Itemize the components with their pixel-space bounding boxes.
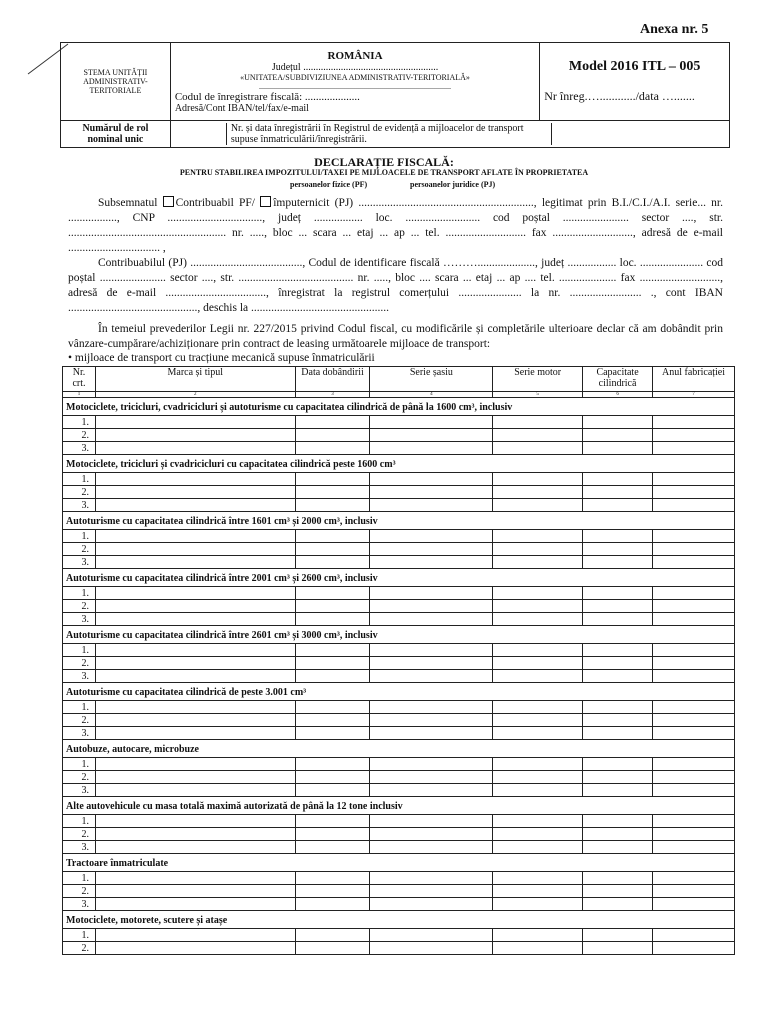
input-cell[interactable] [653,885,735,898]
input-cell[interactable] [653,486,735,499]
input-cell[interactable] [370,784,493,797]
input-cell[interactable] [583,784,653,797]
category-heading: Autoturisme cu capacitatea cilindrică între 2001 cm³ și 2600 cm³, inclusiv [63,569,735,587]
cod-fiscal: Codul de înregistrare fiscală: .................... [174,90,360,103]
input-cell[interactable] [653,898,735,911]
input-cell[interactable] [295,701,370,714]
input-cell[interactable] [370,587,493,600]
declaration-subtitle: PENTRU STABILIREA IMPOZITULUI/TAXEI PE MIJLOACELE DE TRANSPORT AFLATE ÎN PROPRIETATEA [179,168,589,177]
column-number: 6 [583,392,653,398]
column-number: 7 [653,392,735,398]
input-cell[interactable] [95,644,295,657]
input-cell[interactable] [95,556,295,569]
input-cell[interactable] [653,771,735,784]
input-cell[interactable] [95,701,295,714]
table-row [63,929,735,942]
country: ROMÂNIA [327,49,383,62]
input-cell[interactable] [370,872,493,885]
table-row [63,556,735,569]
dots-line: ................................................................................................ [259,81,452,91]
row-number: 1. [63,701,96,714]
input-cell[interactable] [370,701,493,714]
registru-text: Nr. și data înregistrării în Registrul de evidență a mijloacelor de transport supuse înmatriculării/înregistrării. [231,123,552,145]
input-cell[interactable] [493,670,583,683]
input-cell[interactable] [653,556,735,569]
annex-number: Anexa nr. 5 [640,22,709,37]
input-cell[interactable] [95,442,295,455]
input-cell[interactable] [493,701,583,714]
input-cell[interactable] [653,543,735,556]
column-number: 2 [95,392,295,398]
input-cell[interactable] [370,929,493,942]
input-cell[interactable] [583,644,653,657]
input-cell[interactable] [493,543,583,556]
pf-label: persoanelor fizice (PF) [290,180,368,189]
input-cell[interactable] [583,929,653,942]
input-cell[interactable] [295,898,370,911]
table-row [63,530,735,543]
input-cell[interactable] [95,543,295,556]
input-cell[interactable] [95,587,295,600]
row-number: 1. [63,473,96,486]
category-heading: Alte autovehicule cu masa totală maximă autorizată de până la 12 tone inclusiv [63,797,735,815]
input-cell[interactable] [653,784,735,797]
model-label: Model 2016 ITL – 005 [568,59,701,74]
checkbox-imputernicit[interactable] [260,196,271,207]
input-cell[interactable] [370,727,493,740]
input-cell[interactable] [583,727,653,740]
input-cell[interactable] [295,942,370,955]
row-number: 1. [63,530,96,543]
registru-cell [170,121,729,148]
input-cell[interactable] [370,613,493,626]
input-cell[interactable] [653,841,735,854]
input-cell[interactable] [583,771,653,784]
input-cell[interactable] [653,701,735,714]
table-row [63,872,735,885]
category-heading: Tractoare înmatriculate [63,854,735,872]
column-header: Data dobândirii [295,367,370,392]
input-cell[interactable] [653,670,735,683]
table-row [63,416,735,429]
input-cell[interactable] [493,587,583,600]
input-cell[interactable] [493,600,583,613]
row-number: 2. [63,543,96,556]
input-cell[interactable] [370,841,493,854]
model-cell [540,43,730,121]
input-cell[interactable] [653,644,735,657]
pj-label: persoanelor juridice (PJ) [410,180,496,189]
input-cell[interactable] [493,486,583,499]
input-cell[interactable] [295,556,370,569]
input-cell[interactable] [295,784,370,797]
input-cell[interactable] [653,942,735,955]
input-cell[interactable] [653,872,735,885]
input-cell[interactable] [370,600,493,613]
vehicles-table [62,366,735,955]
input-cell[interactable] [95,429,295,442]
input-cell[interactable] [370,486,493,499]
input-cell[interactable] [583,556,653,569]
table-row [63,670,735,683]
row-number: 3. [63,841,96,854]
header-table [60,42,730,148]
input-cell[interactable] [493,942,583,955]
column-header: Nr. crt. [63,367,96,392]
row-number: 3. [63,784,96,797]
column-number: 5 [493,392,583,398]
table-row [63,784,735,797]
input-cell[interactable] [583,416,653,429]
row-number: 2. [63,828,96,841]
p1-text-b: Contribuabil PF/ [175,197,261,209]
table-row [63,543,735,556]
column-header: Capacitate cilindrică [583,367,653,392]
input-cell[interactable] [295,929,370,942]
category-heading: Autobuze, autocare, microbuze [63,740,735,758]
input-cell[interactable] [653,429,735,442]
table-row [63,613,735,626]
input-cell[interactable] [653,758,735,771]
table-row [63,758,735,771]
input-cell[interactable] [95,885,295,898]
input-cell[interactable] [295,429,370,442]
input-cell[interactable] [370,543,493,556]
input-cell[interactable] [295,486,370,499]
row-number: 3. [63,556,96,569]
authority-cell [170,43,539,121]
input-cell[interactable] [493,442,583,455]
input-cell[interactable] [653,587,735,600]
input-cell[interactable] [95,613,295,626]
input-cell[interactable] [295,670,370,683]
table-row [63,442,735,455]
input-cell[interactable] [370,885,493,898]
input-cell[interactable] [370,416,493,429]
paragraph-subsemnatul [68,196,723,256]
row-number: 1. [63,872,96,885]
input-cell[interactable] [653,929,735,942]
category-heading: Motociclete, tricicluri și cvadricicluri cu capacitatea cilindrică peste 1600 cm³ [63,455,735,473]
input-cell[interactable] [95,473,295,486]
category-heading: Autoturisme cu capacitatea cilindrică între 2601 cm³ și 3000 cm³, inclusiv [63,626,735,644]
input-cell[interactable] [583,657,653,670]
input-cell[interactable] [653,416,735,429]
input-cell[interactable] [370,771,493,784]
input-cell[interactable] [493,657,583,670]
row-number: 2. [63,771,96,784]
input-cell[interactable] [493,473,583,486]
input-cell[interactable] [295,587,370,600]
p1-text-c: împuternicit (PJ) ............................................................., legitimat prin B.I./C.I./A.I. serie... nr. ................., CNP ................................., județ ................. loc. .......................... cod poștal ....................... sector ...., str. ....................................................... nr. ....., bloc ... scara ... etaj ... ap ... tel. ............................ fax ............................, adresă de e-mail ................................ , [68,197,723,254]
input-cell[interactable] [583,600,653,613]
input-cell[interactable] [583,942,653,955]
bullet-line: • mijloace de transport cu tracțiune mecanică supuse înmatriculării [68,352,375,364]
table-row [63,644,735,657]
input-cell[interactable] [493,771,583,784]
column-header: Serie motor [493,367,583,392]
table-row [63,499,735,512]
input-cell[interactable] [295,714,370,727]
nr-rol-label: Numărul de rol nominal unic [61,121,171,148]
input-cell[interactable] [295,499,370,512]
paragraph-contribuabil-pj: Contribuabilul (PJ) ......................................., Codul de identificare fiscală ………...................., județ ................. loc. ...................... cod poștal ....................... sector ...., str. ........................................ nr. ....., bloc .... scara ... etaj ... ap .... tel. .................... fax ............................, adresă de e-mail ..................................., înregistrat la registrul comerțului ...................... la nr. ......................... ., cont IBAN ............................................., deschis la ................................................ [68,257,723,314]
input-cell[interactable] [95,942,295,955]
input-cell[interactable] [95,530,295,543]
input-cell[interactable] [370,442,493,455]
row-number: 1. [63,929,96,942]
input-cell[interactable] [583,530,653,543]
input-cell[interactable] [583,841,653,854]
column-header: Marca și tipul [95,367,295,392]
input-cell[interactable] [583,898,653,911]
table-row [63,828,735,841]
input-cell[interactable] [653,714,735,727]
input-cell[interactable] [493,429,583,442]
input-cell[interactable] [95,929,295,942]
table-row [63,841,735,854]
input-cell[interactable] [653,657,735,670]
input-cell[interactable] [653,727,735,740]
input-cell[interactable] [370,714,493,727]
input-cell[interactable] [95,416,295,429]
category-heading: Autoturisme cu capacitatea cilindrică între 1601 cm³ și 2000 cm³, inclusiv [63,512,735,530]
table-row [63,815,735,828]
input-cell[interactable] [370,898,493,911]
input-cell[interactable] [583,828,653,841]
input-cell[interactable] [95,872,295,885]
input-cell[interactable] [295,758,370,771]
input-cell[interactable] [493,530,583,543]
checkbox-pf[interactable] [163,196,174,207]
input-cell[interactable] [295,600,370,613]
input-cell[interactable] [295,828,370,841]
table-row [63,885,735,898]
input-cell[interactable] [583,714,653,727]
input-cell[interactable] [370,657,493,670]
input-cell[interactable] [95,657,295,670]
input-cell[interactable] [295,815,370,828]
input-cell[interactable] [95,784,295,797]
table-row [63,771,735,784]
input-cell[interactable] [493,784,583,797]
table-row [63,429,735,442]
input-cell[interactable] [370,499,493,512]
input-cell[interactable] [370,815,493,828]
input-cell[interactable] [370,942,493,955]
row-number: 3. [63,442,96,455]
column-number: 1 [63,392,96,398]
input-cell[interactable] [493,499,583,512]
table-row [63,587,735,600]
input-cell[interactable] [583,670,653,683]
input-cell[interactable] [653,600,735,613]
declaration-title: DECLARAȚIE FISCALĂ: [314,155,454,169]
input-cell[interactable] [493,416,583,429]
row-number: 3. [63,499,96,512]
input-cell[interactable] [295,416,370,429]
row-number: 3. [63,613,96,626]
input-cell[interactable] [370,758,493,771]
input-cell[interactable] [295,442,370,455]
input-cell[interactable] [493,841,583,854]
input-cell[interactable] [295,543,370,556]
input-cell[interactable] [95,670,295,683]
input-cell[interactable] [295,473,370,486]
table-row [63,727,735,740]
input-cell[interactable] [653,473,735,486]
input-cell[interactable] [95,898,295,911]
p1-text-a: Subsemnatul [98,197,163,209]
input-cell[interactable] [493,644,583,657]
input-cell[interactable] [583,442,653,455]
input-cell[interactable] [493,815,583,828]
input-cell[interactable] [295,613,370,626]
input-cell[interactable] [370,473,493,486]
input-cell[interactable] [95,486,295,499]
input-cell[interactable] [653,530,735,543]
table-row [63,898,735,911]
row-number: 2. [63,600,96,613]
input-cell[interactable] [493,613,583,626]
input-cell[interactable] [493,727,583,740]
input-cell[interactable] [583,429,653,442]
input-cell[interactable] [583,701,653,714]
row-number: 3. [63,727,96,740]
input-cell[interactable] [370,670,493,683]
paragraph-temei-legal: În temeiul prevederilor Legii nr. 227/2015 privind Codul fiscal, cu modificările și completările ulterioare declar că am dobândit prin vânzare-cumpărare/achiziționare prin contract de leasing următoarele mijloace de transport: [68,323,723,350]
input-cell[interactable] [95,714,295,727]
row-number: 1. [63,758,96,771]
stema-cell: STEMA UNITĂȚII ADMINISTRATIV-TERITORIALE [61,43,171,121]
input-cell[interactable] [370,644,493,657]
input-cell[interactable] [295,771,370,784]
input-cell[interactable] [95,727,295,740]
input-cell[interactable] [493,929,583,942]
input-cell[interactable] [583,872,653,885]
input-cell[interactable] [583,758,653,771]
input-cell[interactable] [95,828,295,841]
table-row [63,942,735,955]
judet-line: Județul ...................................................... [271,61,439,73]
input-cell[interactable] [295,841,370,854]
input-cell[interactable] [95,600,295,613]
row-number: 3. [63,670,96,683]
input-cell[interactable] [583,499,653,512]
table-row [63,486,735,499]
column-number: 4 [370,392,493,398]
category-heading: Autoturisme cu capacitatea cilindrică de peste 3.001 cm³ [63,683,735,701]
input-cell[interactable] [95,815,295,828]
column-header: Anul fabricației [653,367,735,392]
input-cell[interactable] [493,758,583,771]
row-number: 2. [63,942,96,955]
input-cell[interactable] [295,872,370,885]
input-cell[interactable] [653,613,735,626]
row-number: 1. [63,587,96,600]
category-heading: Motociclete, motorete, scutere și atașe [63,911,735,929]
input-cell[interactable] [493,714,583,727]
column-number: 3 [295,392,370,398]
row-number: 3. [63,898,96,911]
table-row [63,657,735,670]
input-cell[interactable] [583,815,653,828]
input-cell[interactable] [493,898,583,911]
table-row [63,600,735,613]
input-cell[interactable] [295,644,370,657]
input-cell[interactable] [295,657,370,670]
input-cell[interactable] [653,499,735,512]
input-cell[interactable] [493,556,583,569]
row-number: 2. [63,657,96,670]
input-cell[interactable] [583,486,653,499]
row-number: 2. [63,714,96,727]
input-cell[interactable] [583,543,653,556]
input-cell[interactable] [95,499,295,512]
category-heading: Motociclete, tricicluri, cvadricicluri și autoturisme cu capacitatea cilindrică de până la 1600 cm³, inclusiv [63,398,735,416]
input-cell[interactable] [493,828,583,841]
input-cell[interactable] [370,429,493,442]
input-cell[interactable] [95,841,295,854]
row-number: 2. [63,429,96,442]
table-row [63,701,735,714]
adresa: Adresă/Cont IBAN/tel/fax/e-mail [174,102,309,114]
input-cell[interactable] [493,872,583,885]
input-cell[interactable] [295,885,370,898]
nr-inreg: Nr înreg.…............/data …....... [544,89,695,103]
input-cell[interactable] [370,828,493,841]
input-cell[interactable] [493,885,583,898]
input-cell[interactable] [95,758,295,771]
input-cell[interactable] [583,587,653,600]
input-cell[interactable] [295,530,370,543]
input-cell[interactable] [95,771,295,784]
input-cell[interactable] [653,815,735,828]
input-cell[interactable] [583,885,653,898]
input-cell[interactable] [583,473,653,486]
input-cell[interactable] [583,613,653,626]
table-row [63,714,735,727]
input-cell[interactable] [370,556,493,569]
input-cell[interactable] [653,828,735,841]
column-header: Serie șasiu [370,367,493,392]
row-number: 1. [63,416,96,429]
row-number: 1. [63,644,96,657]
input-cell[interactable] [370,530,493,543]
row-number: 2. [63,486,96,499]
input-cell[interactable] [653,442,735,455]
uat-line: «UNITATEA/SUBDIVIZIUNEA ADMINISTRATIV-TERITORIALĂ» [240,72,470,82]
table-row [63,473,735,486]
row-number: 1. [63,815,96,828]
input-cell[interactable] [295,727,370,740]
row-number: 2. [63,885,96,898]
